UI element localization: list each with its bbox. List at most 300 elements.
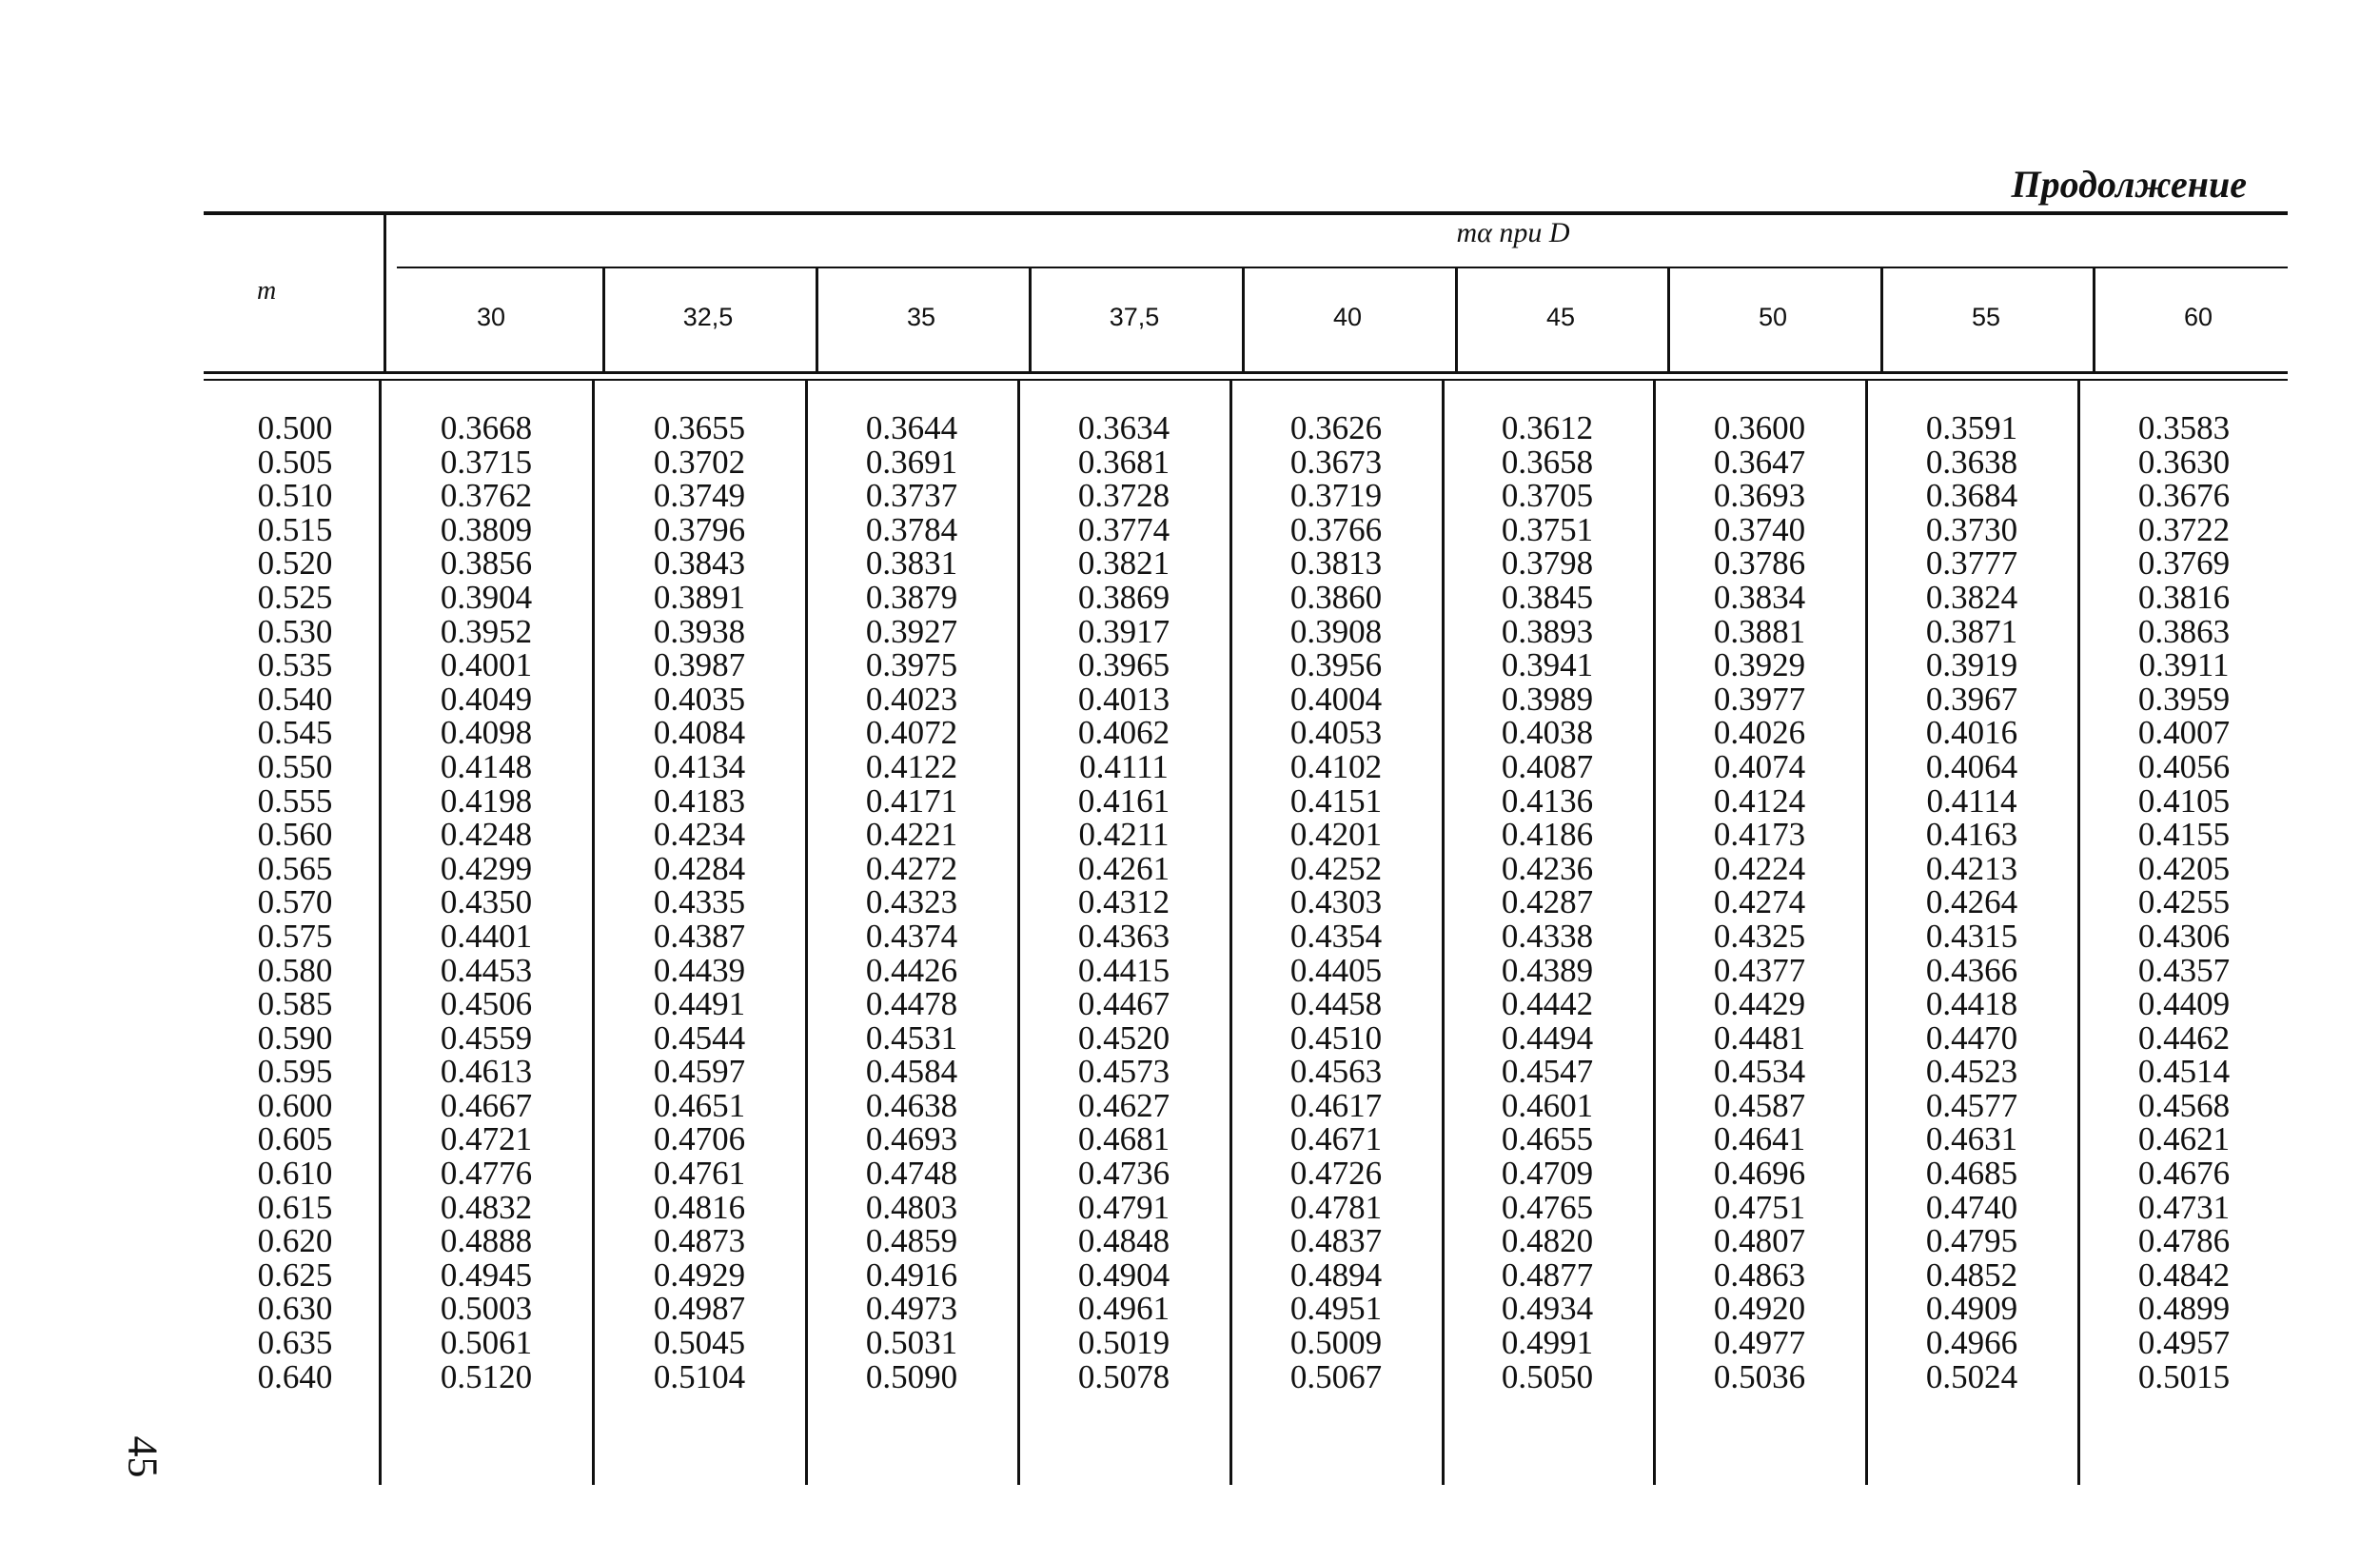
table-cell: 0.4803 <box>865 1188 958 1226</box>
table-cell: 0.3917 <box>1077 612 1170 650</box>
table-cell: 0.4631 <box>1925 1120 2018 1158</box>
table-cell: 0.4306 <box>2137 917 2231 955</box>
table-cell: 0.4415 <box>1077 951 1170 989</box>
m-value-cell: 0.545 <box>257 714 333 752</box>
table-cell: 0.4973 <box>865 1290 958 1328</box>
table-cell: 0.3766 <box>1289 510 1383 548</box>
table-cell: 0.4740 <box>1925 1188 2018 1226</box>
table-cell: 0.4696 <box>1713 1155 1806 1193</box>
table-cell: 0.4966 <box>1925 1324 2018 1362</box>
table-cell: 0.4852 <box>1925 1255 2018 1294</box>
table-cell: 0.3975 <box>865 646 958 684</box>
table-cell: 0.5078 <box>1077 1357 1170 1395</box>
table-cell: 0.4224 <box>1713 849 1806 887</box>
table-cell: 0.4920 <box>1713 1290 1806 1328</box>
m-value-cell: 0.590 <box>257 1018 333 1057</box>
table-cell: 0.3762 <box>440 477 533 515</box>
table-cell: 0.3784 <box>865 510 958 548</box>
table-cell: 0.5120 <box>440 1357 533 1395</box>
table-cell: 0.4820 <box>1501 1222 1594 1260</box>
table-cell: 0.4389 <box>1501 951 1594 989</box>
table-cell: 0.3831 <box>865 544 958 583</box>
table-cell: 0.4062 <box>1077 714 1170 752</box>
m-value-cell: 0.595 <box>257 1053 333 1091</box>
table-cell: 0.4171 <box>865 781 958 820</box>
m-value-cell: 0.520 <box>257 544 333 583</box>
table-cell: 0.5031 <box>865 1324 958 1362</box>
table-cell: 0.3796 <box>653 510 746 548</box>
table-cell: 0.3684 <box>1925 477 2018 515</box>
values-column-40 <box>1230 411 1442 1394</box>
table-cell: 0.4374 <box>865 917 958 955</box>
table-cell: 0.3655 <box>653 409 746 446</box>
m-value-cell: 0.610 <box>257 1155 333 1193</box>
table-cell: 0.4667 <box>440 1086 533 1124</box>
table-cell: 0.3722 <box>2137 510 2231 548</box>
table-cell: 0.4573 <box>1077 1053 1170 1091</box>
table-cell: 0.4405 <box>1289 951 1383 989</box>
table-cell: 0.4795 <box>1925 1222 2018 1260</box>
m-value-cell: 0.635 <box>257 1324 333 1362</box>
table-cell: 0.4706 <box>653 1120 746 1158</box>
table-cell: 0.4035 <box>653 680 746 718</box>
values-column-50 <box>1654 411 1865 1394</box>
m-value-cell: 0.575 <box>257 917 333 955</box>
table-cell: 0.4287 <box>1501 883 1594 921</box>
table-cell: 0.3821 <box>1077 544 1170 583</box>
table-cell: 0.4236 <box>1501 849 1594 887</box>
table-cell: 0.4491 <box>653 985 746 1023</box>
table-cell: 0.4597 <box>653 1053 746 1091</box>
table-cell: 0.4481 <box>1713 1018 1806 1057</box>
table-cell: 0.4004 <box>1289 680 1383 718</box>
table-cell: 0.4221 <box>865 816 958 854</box>
table-cell: 0.4520 <box>1077 1018 1170 1057</box>
table-cell: 0.4587 <box>1713 1086 1806 1124</box>
column-header-35: 35 <box>906 303 936 331</box>
table-cell: 0.3798 <box>1501 544 1594 583</box>
table-cell: 0.3977 <box>1713 680 1806 718</box>
table-cell: 0.4161 <box>1077 781 1170 820</box>
table-cell: 0.4837 <box>1289 1222 1383 1260</box>
m-value-cell: 0.530 <box>257 612 333 650</box>
table-cell: 0.3630 <box>2137 443 2231 481</box>
table-cell: 0.3941 <box>1501 646 1594 684</box>
table-cell: 0.3681 <box>1077 443 1170 481</box>
table-cell: 0.3612 <box>1501 409 1594 446</box>
table-cell: 0.3658 <box>1501 443 1594 481</box>
table-cell: 0.3719 <box>1289 477 1383 515</box>
m-value-cell: 0.555 <box>257 781 333 820</box>
table-cell: 0.4613 <box>440 1053 533 1091</box>
table-cell: 0.5024 <box>1925 1357 2018 1395</box>
table-cell: 0.3881 <box>1713 612 1806 650</box>
table-cell: 0.3959 <box>2137 680 2231 718</box>
table-cell: 0.3644 <box>865 409 958 446</box>
table-cell: 0.3845 <box>1501 578 1594 616</box>
table-cell: 0.4205 <box>2137 849 2231 887</box>
table-cell: 0.3626 <box>1289 409 1383 446</box>
table-cell: 0.4544 <box>653 1018 746 1057</box>
table-cell: 0.4655 <box>1501 1120 1594 1158</box>
table-cell: 0.3647 <box>1713 443 1806 481</box>
table-cell: 0.4832 <box>440 1188 533 1226</box>
table-cell: 0.4506 <box>440 985 533 1023</box>
table-cell: 0.4676 <box>2137 1155 2231 1193</box>
table-cell: 0.4409 <box>2137 985 2231 1023</box>
header-bottom-rule-2 <box>204 379 2288 381</box>
column-header-60: 60 <box>2183 303 2213 331</box>
table-cell: 0.4053 <box>1289 714 1383 752</box>
table-cell: 0.4638 <box>865 1086 958 1124</box>
m-value-cell: 0.630 <box>257 1290 333 1328</box>
m-value-cell: 0.500 <box>257 409 333 446</box>
m-values-column <box>228 411 362 1394</box>
table-cell: 0.4072 <box>865 714 958 752</box>
table-cell: 0.4693 <box>865 1120 958 1158</box>
table-cell: 0.4001 <box>440 646 533 684</box>
column-header-30: 30 <box>476 303 506 331</box>
m-value-cell: 0.565 <box>257 849 333 887</box>
table-cell: 0.4748 <box>865 1155 958 1193</box>
table-cell: 0.5036 <box>1713 1357 1806 1395</box>
table-cell: 0.4401 <box>440 917 533 955</box>
table-cell: 0.4016 <box>1925 714 2018 752</box>
table-cell: 0.4442 <box>1501 985 1594 1023</box>
table-cell: 0.4641 <box>1713 1120 1806 1158</box>
table-cell: 0.4038 <box>1501 714 1594 752</box>
values-column-60 <box>2078 411 2290 1394</box>
m-value-cell: 0.640 <box>257 1357 333 1395</box>
table-cell: 0.4791 <box>1077 1188 1170 1226</box>
table-cell: 0.4563 <box>1289 1053 1383 1091</box>
table-cell: 0.4470 <box>1925 1018 2018 1057</box>
table-cell: 0.5090 <box>865 1357 958 1395</box>
table-cell: 0.4323 <box>865 883 958 921</box>
table-cell: 0.4312 <box>1077 883 1170 921</box>
table-cell: 0.4601 <box>1501 1086 1594 1124</box>
table-cell: 0.4761 <box>653 1155 746 1193</box>
table-cell: 0.3715 <box>440 443 533 481</box>
table-cell: 0.4074 <box>1713 747 1806 785</box>
table-cell: 0.3749 <box>653 477 746 515</box>
table-cell: 0.4151 <box>1289 781 1383 820</box>
table-cell: 0.4478 <box>865 985 958 1023</box>
table-cell: 0.3769 <box>2137 544 2231 583</box>
table-cell: 0.4264 <box>1925 883 2018 921</box>
values-column-45 <box>1442 411 1653 1394</box>
table-cell: 0.3919 <box>1925 646 2018 684</box>
table-cell: 0.5009 <box>1289 1324 1383 1362</box>
table-cell: 0.4494 <box>1501 1018 1594 1057</box>
table-cell: 0.4961 <box>1077 1290 1170 1328</box>
header-divider-m <box>384 215 386 371</box>
table-cell: 0.4977 <box>1713 1324 1806 1362</box>
table-cell: 0.4354 <box>1289 917 1383 955</box>
table-cell: 0.3600 <box>1713 409 1806 446</box>
table-cell: 0.3809 <box>440 510 533 548</box>
m-value-cell: 0.535 <box>257 646 333 684</box>
values-column-30 <box>381 411 592 1394</box>
values-column-37-5 <box>1018 411 1229 1394</box>
table-cell: 0.3843 <box>653 544 746 583</box>
table-cell: 0.3691 <box>865 443 958 481</box>
table-top-rule <box>204 211 2288 215</box>
table-cell: 0.4049 <box>440 680 533 718</box>
table-cell: 0.4731 <box>2137 1188 2231 1226</box>
column-header-40: 40 <box>1332 303 1363 331</box>
table-cell: 0.4377 <box>1713 951 1806 989</box>
table-cell: 0.4363 <box>1077 917 1170 955</box>
m-value-cell: 0.620 <box>257 1222 333 1260</box>
table-cell: 0.3813 <box>1289 544 1383 583</box>
table-cell: 0.3860 <box>1289 578 1383 616</box>
column-header-32-5: 32,5 <box>682 303 734 331</box>
table-cell: 0.4531 <box>865 1018 958 1057</box>
table-cell: 0.3676 <box>2137 477 2231 515</box>
table-cell: 0.4274 <box>1713 883 1806 921</box>
table-cell: 0.4163 <box>1925 816 2018 854</box>
table-cell: 0.3774 <box>1077 510 1170 548</box>
table-cell: 0.5067 <box>1289 1357 1383 1395</box>
table-cell: 0.4534 <box>1713 1053 1806 1091</box>
table-cell: 0.4577 <box>1925 1086 2018 1124</box>
table-cell: 0.3908 <box>1289 612 1383 650</box>
table-cell: 0.4751 <box>1713 1188 1806 1226</box>
table-cell: 0.4098 <box>440 714 533 752</box>
table-cell: 0.3834 <box>1713 578 1806 616</box>
table-cell: 0.4934 <box>1501 1290 1594 1328</box>
table-cell: 0.3673 <box>1289 443 1383 481</box>
table-cell: 0.4064 <box>1925 747 2018 785</box>
table-cell: 0.4105 <box>2137 781 2231 820</box>
table-cell: 0.3891 <box>653 578 746 616</box>
table-cell: 0.4859 <box>865 1222 958 1260</box>
table-cell: 0.4439 <box>653 951 746 989</box>
table-cell: 0.4350 <box>440 883 533 921</box>
table-cell: 0.4776 <box>440 1155 533 1193</box>
table-cell: 0.4458 <box>1289 985 1383 1023</box>
table-cell: 0.4462 <box>2137 1018 2231 1057</box>
table-cell: 0.5003 <box>440 1290 533 1328</box>
table-cell: 0.4007 <box>2137 714 2231 752</box>
table-cell: 0.4951 <box>1289 1290 1383 1328</box>
header-bottom-rule-1 <box>204 371 2288 374</box>
table-cell: 0.4248 <box>440 816 533 854</box>
m-value-cell: 0.600 <box>257 1086 333 1124</box>
table-cell: 0.4303 <box>1289 883 1383 921</box>
table-cell: 0.4945 <box>440 1255 533 1294</box>
table-cell: 0.3702 <box>653 443 746 481</box>
table-cell: 0.4617 <box>1289 1086 1383 1124</box>
table-cell: 0.4136 <box>1501 781 1594 820</box>
table-cell: 0.3816 <box>2137 578 2231 616</box>
column-header-55: 55 <box>1971 303 2001 331</box>
table-cell: 0.3751 <box>1501 510 1594 548</box>
column-header-45: 45 <box>1545 303 1576 331</box>
table-cell: 0.3705 <box>1501 477 1594 515</box>
table-cell: 0.4863 <box>1713 1255 1806 1294</box>
table-cell: 0.3929 <box>1713 646 1806 684</box>
table-cell: 0.5015 <box>2137 1357 2231 1395</box>
table-cell: 0.4198 <box>440 781 533 820</box>
m-value-cell: 0.625 <box>257 1255 333 1294</box>
table-cell: 0.4877 <box>1501 1255 1594 1294</box>
page-number: 45 <box>119 1435 167 1478</box>
table-cell: 0.4842 <box>2137 1255 2231 1294</box>
values-column-35 <box>806 411 1017 1394</box>
table-cell: 0.3871 <box>1925 612 2018 650</box>
table-cell: 0.3693 <box>1713 477 1806 515</box>
table-cell: 0.4272 <box>865 849 958 887</box>
table-cell: 0.3863 <box>2137 612 2231 650</box>
m-column-header: m <box>257 276 277 306</box>
m-value-cell: 0.550 <box>257 747 333 785</box>
table-cell: 0.5104 <box>653 1357 746 1395</box>
m-value-cell: 0.510 <box>257 477 333 515</box>
table-cell: 0.3786 <box>1713 544 1806 583</box>
table-cell: 0.4765 <box>1501 1188 1594 1226</box>
table-cell: 0.4726 <box>1289 1155 1383 1193</box>
table-cell: 0.3938 <box>653 612 746 650</box>
m-value-cell: 0.560 <box>257 816 333 854</box>
table-cell: 0.4568 <box>2137 1086 2231 1124</box>
table-cell: 0.4467 <box>1077 985 1170 1023</box>
table-cell: 0.5061 <box>440 1324 533 1362</box>
table-cell: 0.4816 <box>653 1188 746 1226</box>
table-cell: 0.4987 <box>653 1290 746 1328</box>
table-cell: 0.3987 <box>653 646 746 684</box>
table-cell: 0.4087 <box>1501 747 1594 785</box>
table-cell: 0.4685 <box>1925 1155 2018 1193</box>
table-cell: 0.4453 <box>440 951 533 989</box>
table-cell: 0.4084 <box>653 714 746 752</box>
table-cell: 0.4916 <box>865 1255 958 1294</box>
table-cell: 0.4173 <box>1713 816 1806 854</box>
table-cell: 0.3634 <box>1077 409 1170 446</box>
table-cell: 0.4155 <box>2137 816 2231 854</box>
m-value-cell: 0.605 <box>257 1120 333 1158</box>
table-cell: 0.4315 <box>1925 917 2018 955</box>
table-cell: 0.3638 <box>1925 443 2018 481</box>
table-cell: 0.4523 <box>1925 1053 2018 1091</box>
table-cell: 0.4134 <box>653 747 746 785</box>
table-cell: 0.4991 <box>1501 1324 1594 1362</box>
continuation-label: Продолжение <box>2011 163 2247 206</box>
table-cell: 0.3952 <box>440 612 533 650</box>
table-cell: 0.4547 <box>1501 1053 1594 1091</box>
table-cell: 0.3824 <box>1925 578 2018 616</box>
table-cell: 0.4252 <box>1289 849 1383 887</box>
table-cell: 0.3927 <box>865 612 958 650</box>
table-cell: 0.4621 <box>2137 1120 2231 1158</box>
m-value-cell: 0.540 <box>257 680 333 718</box>
table-cell: 0.4148 <box>440 747 533 785</box>
table-cell: 0.3965 <box>1077 646 1170 684</box>
table-cell: 0.4627 <box>1077 1086 1170 1124</box>
table-cell: 0.4651 <box>653 1086 746 1124</box>
m-value-cell: 0.585 <box>257 985 333 1023</box>
table-cell: 0.4201 <box>1289 816 1383 854</box>
table-cell: 0.3668 <box>440 409 533 446</box>
group-header: mα при D <box>1456 217 1570 248</box>
table-cell: 0.4514 <box>2137 1053 2231 1091</box>
m-value-cell: 0.525 <box>257 578 333 616</box>
table-cell: 0.4023 <box>865 680 958 718</box>
table-cell: 0.4325 <box>1713 917 1806 955</box>
table-cell: 0.3856 <box>440 544 533 583</box>
table-cell: 0.3737 <box>865 477 958 515</box>
table-cell: 0.3583 <box>2137 409 2231 446</box>
table-cell: 0.4284 <box>653 849 746 887</box>
table-cell: 0.4426 <box>865 951 958 989</box>
table-cell: 0.4102 <box>1289 747 1383 785</box>
table-cell: 0.5019 <box>1077 1324 1170 1362</box>
table-cell: 0.5045 <box>653 1324 746 1362</box>
table-cell: 0.4894 <box>1289 1255 1383 1294</box>
table-cell: 0.3879 <box>865 578 958 616</box>
table-cell: 0.4584 <box>865 1053 958 1091</box>
table-cell: 0.4848 <box>1077 1222 1170 1260</box>
table-cell: 0.3591 <box>1925 409 2018 446</box>
table-cell: 0.4736 <box>1077 1155 1170 1193</box>
table-cell: 0.4335 <box>653 883 746 921</box>
table-cell: 0.4261 <box>1077 849 1170 887</box>
table-cell: 0.4781 <box>1289 1188 1383 1226</box>
table-cell: 0.4888 <box>440 1222 533 1260</box>
values-column-32-5 <box>594 411 805 1394</box>
table-cell: 0.4211 <box>1078 816 1170 854</box>
table-cell: 0.4559 <box>440 1018 533 1057</box>
table-cell: 0.3893 <box>1501 612 1594 650</box>
m-value-cell: 0.580 <box>257 951 333 989</box>
table-cell: 0.4338 <box>1501 917 1594 955</box>
table-cell: 0.4429 <box>1713 985 1806 1023</box>
table-cell: 0.4026 <box>1713 714 1806 752</box>
column-header-37-5: 37,5 <box>1109 303 1160 331</box>
table-cell: 0.4213 <box>1925 849 2018 887</box>
table-cell: 0.4234 <box>653 816 746 854</box>
table-cell: 0.4366 <box>1925 951 2018 989</box>
table-cell: 0.4013 <box>1077 680 1170 718</box>
table-cell: 0.4387 <box>653 917 746 955</box>
table-cell: 0.3869 <box>1077 578 1170 616</box>
table-cell: 0.4786 <box>2137 1222 2231 1260</box>
table-cell: 0.4124 <box>1713 781 1806 820</box>
table-cell: 0.4681 <box>1077 1120 1170 1158</box>
table-cell: 0.3728 <box>1077 477 1170 515</box>
table-cell: 0.4909 <box>1925 1290 2018 1328</box>
m-value-cell: 0.515 <box>257 510 333 548</box>
table-cell: 0.3956 <box>1289 646 1383 684</box>
table-cell: 0.3989 <box>1501 680 1594 718</box>
table-cell: 0.4899 <box>2137 1290 2231 1328</box>
group-header-rule <box>397 267 2288 268</box>
column-header-50: 50 <box>1758 303 1788 331</box>
table-cell: 0.5050 <box>1501 1357 1594 1395</box>
table-cell: 0.4056 <box>2137 747 2231 785</box>
m-value-cell: 0.505 <box>257 443 333 481</box>
table-cell: 0.4111 <box>1079 747 1169 785</box>
table-cell: 0.4186 <box>1501 816 1594 854</box>
table-cell: 0.3740 <box>1713 510 1806 548</box>
table-cell: 0.4671 <box>1289 1120 1383 1158</box>
table-cell: 0.4807 <box>1713 1222 1806 1260</box>
m-value-cell: 0.570 <box>257 883 333 921</box>
table-cell: 0.3904 <box>440 578 533 616</box>
m-value-cell: 0.615 <box>257 1188 333 1226</box>
table-cell: 0.4114 <box>1926 781 2017 820</box>
